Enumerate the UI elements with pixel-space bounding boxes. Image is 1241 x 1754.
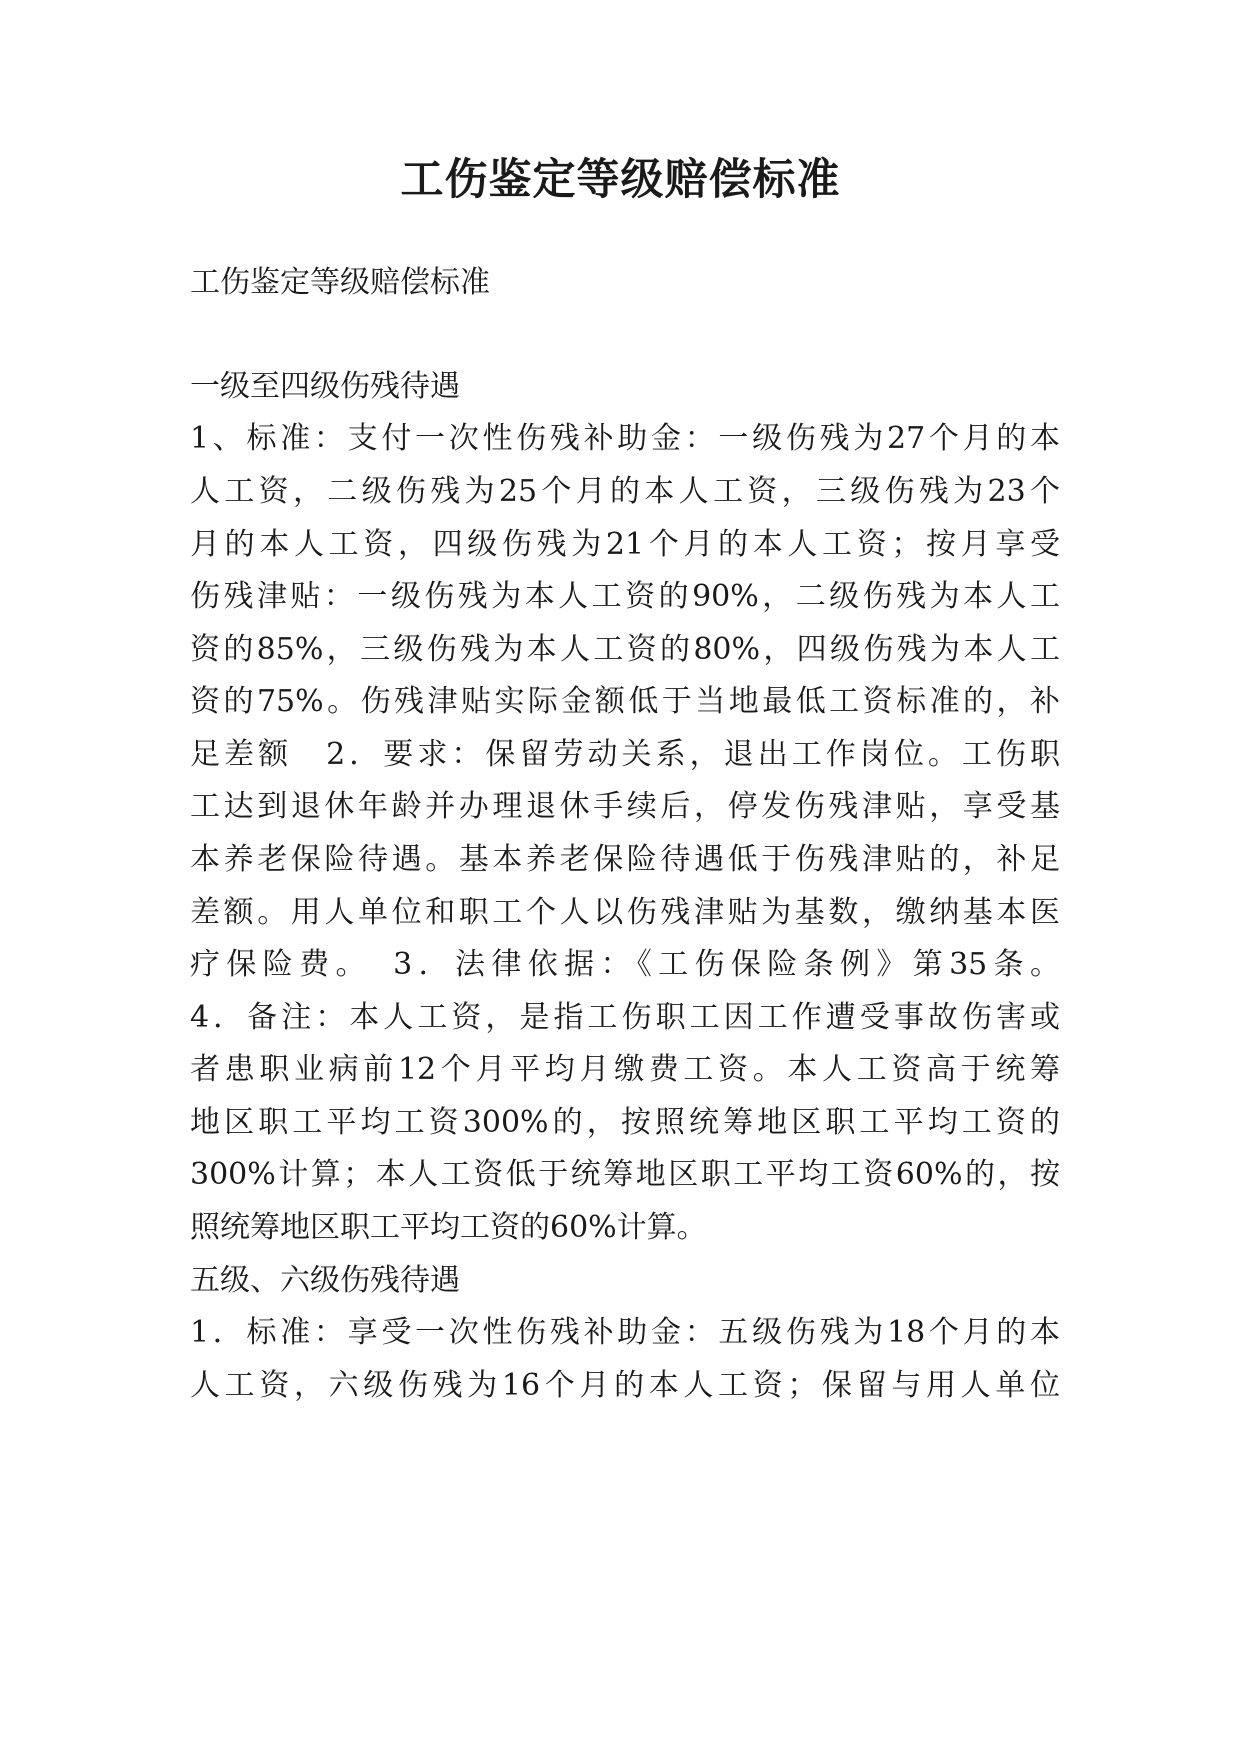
paragraph-line: 工达到退休年龄并办理退休手续后，停发伤残津贴，享受基	[190, 789, 1060, 824]
paragraph-line: 者患职业病前12个月平均月缴费工资。本人工资高于统筹	[190, 1052, 1060, 1087]
paragraph-line: 4．备注：本人工资，是指工伤职工因工作遭受事故伤害或	[190, 1000, 1060, 1035]
paragraph-line: 人工资，二级伤残为25个月的本人工资，三级伤残为23个	[190, 474, 1060, 509]
paragraph-line: 1．标准：享受一次性伤残补助金：五级伤残为18个月的本	[190, 1315, 1060, 1350]
paragraph-line: 伤残津贴：一级伤残为本人工资的90%，二级伤残为本人工	[190, 579, 1060, 614]
paragraph-line: 300%计算；本人工资低于统筹地区职工平均工资60%的，按	[190, 1157, 1060, 1192]
subtitle-line: 工伤鉴定等级赔偿标准	[190, 265, 490, 300]
section-heading-1-4: 一级至四级伤残待遇	[190, 369, 460, 404]
paragraph-line: 疗保险费。 3．法律依据：《工伤保险条例》第35条。	[190, 947, 1060, 982]
paragraph-line: 资的85%，三级伤残为本人工资的80%，四级伤残为本人工	[190, 632, 1060, 667]
paragraph-line: 资的75%。伤残津贴实际金额低于当地最低工资标准的，补	[190, 684, 1060, 719]
document-title: 工伤鉴定等级赔偿标准	[400, 155, 841, 205]
paragraph-line: 月的本人工资，四级伤残为21个月的本人工资；按月享受	[190, 527, 1060, 562]
paragraph-line: 差额。用人单位和职工个人以伤残津贴为基数，缴纳基本医	[190, 895, 1060, 930]
paragraph-line: 本养老保险待遇。基本养老保险待遇低于伤残津贴的，补足	[190, 842, 1060, 877]
paragraph-line: 1、标准：支付一次性伤残补助金：一级伤残为27个月的本	[190, 421, 1060, 456]
section-heading-5-6: 五级、六级伤残待遇	[190, 1263, 460, 1298]
paragraph-line: 足差额 2．要求：保留劳动关系，退出工作岗位。工伤职	[190, 737, 1060, 772]
paragraph-line: 地区职工平均工资300%的，按照统筹地区职工平均工资的	[190, 1105, 1060, 1140]
paragraph-line: 照统筹地区职工平均工资的60%计算。	[190, 1210, 707, 1245]
paragraph-line: 人工资，六级伤残为16个月的本人工资；保留与用人单位	[190, 1368, 1060, 1403]
